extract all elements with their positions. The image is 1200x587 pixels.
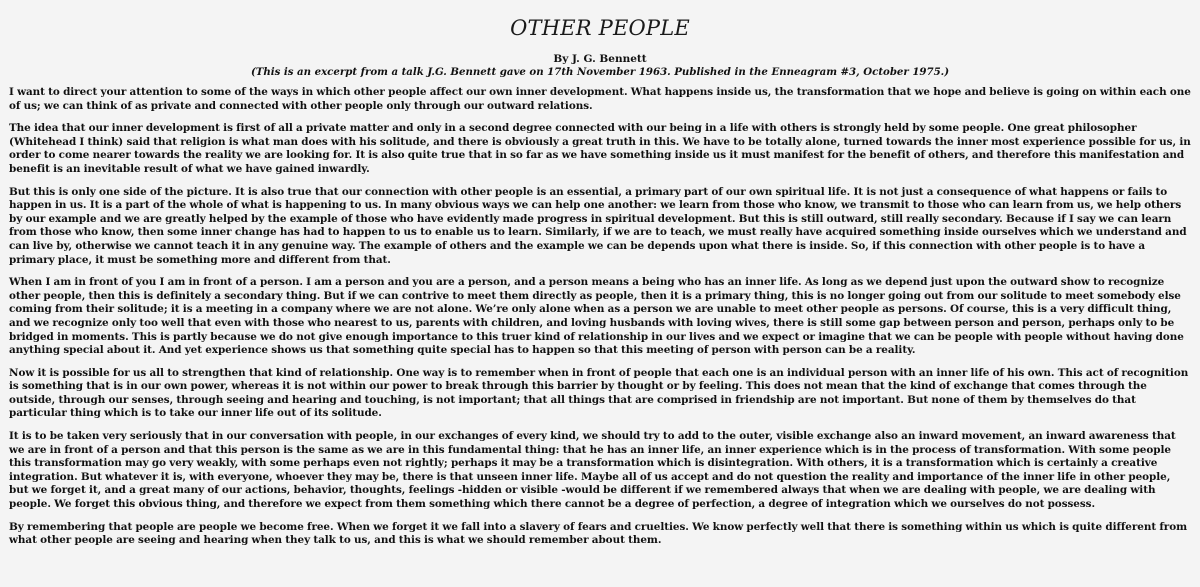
paragraph: When I am in front of you I am in front of a person. I am a person and you are a person, and a person means a being who has an inner life. As long as we depend just upon the outward show to recognize other people, then this is definitely a secondary thing. But if we can contrive to meet them directly as people, then it is a primary thing, this is no longer going out from our solitude to meet somebody else coming from their solitude; it is a meeting in a company where we are not alone. We’re only alone when as a person we are unable to meet other people as persons. Of course, this is a very difficult thing, and we recognize only too well that even with those who nearest to us, parents with children, and loving husbands with loving wives, there is still some gap between person and person, perhaps only to be bridged in moments. This is partly because we do not give enough importance to this truer kind of relationship in our lives and we expect or imagine that we can be people with people without having done anything special about it. And yet experience shows us that something quite special has to happen so that this meeting of person with person can be a reality. — [9, 276, 1184, 357]
paragraph: The idea that our inner development is first of all a private matter and only in a second degree connected with our being in a life with others is strongly held by some people. One great philosopher (Whitehead I think) said that religion is what man does with his solitude, and there is obviously a great truth in this. We have to be totally alone, turned towards the inner most experience possible for us, in order to come nearer towards the reality we are looking for. It is also quite true that in so far as we have something inside us it must manifest for the benefit of others, and therefore this manifestation and benefit is an inevitable result of what we have gained inwardly. — [9, 122, 1191, 175]
paragraph: But this is only one side of the picture. It is also true that our connection with other people is an essential, a primary part of our own spiritual life. It is not just a consequence of what happens or fails to happen in us. It is a part of the whole of what is happening to us. In many obvious ways we can help one another: we learn from those who know, we transmit to those who can learn from us, we help others by our example and we are greatly helped by the example of those who have evidently made progress in spiritual development. But this is still outward, still really secondary. Because if I say we can learn from those who know, then some inner change has had to happen to us to enable us to learn. Similarly, if we are to teach, we must really have acquired something inside ourselves which we understand and can live by, otherwise we cannot teach it in any genuine way. The example of others and the example we can be depends upon what there is inside. So, if this connection with other people is to have a primary place, it must be something more and different from that. — [9, 185, 1187, 266]
article-body — [9, 86, 1191, 548]
paragraph: By remembering that people are people we become free. When we forget it we fall into a slavery of fears and cruelties. We know perfectly well that there is something within us which is quite different from what other people are seeing and hearing when they talk to us, and this is what we should remember about them. — [9, 520, 1188, 547]
paragraph: It is to be taken very seriously that in our conversation with people, in our exchanges of every kind, we should try to add to the outer, visible exchange also an inward movement, an inward awareness that we are in front of a person and that this person is the same as we are in this fundamental thing: that he has an inner life, an inner experience which is in the process of transformation. With some people this transformation may go very weakly, with some perhaps even not rightly; perhaps it may be a transformation which is disintegration. With others, it is a transformation which is certainly a creative integration. But whatever it is, with everyone, whoever they may be, there is that unseen inner life. Maybe all of us accept and do not question the reality and importance of the inner life in other people, but we forget it, and a great many of our actions, behavior, thoughts, feelings -hidden or visible -would be different if we remembered always that when we are dealing with people, we are dealing with people. We forget this obvious thing, and therefore we expect from them something which there cannot be a degree of perfection, a degree of integration which we ourselves do not possess. — [9, 430, 1176, 511]
article-source-note: (This is an excerpt from a talk J.G. Bennett gave on 17th November 1963. Published in the Enneagram #3, October 1975.) — [250, 66, 950, 78]
paragraph: I want to direct your attention to some of the ways in which other people affect our own inner development. What happens inside us, the transformation that we hope and believe is going on within each one of us; we can think of as private and connected with other people only through our outward relations. — [9, 86, 1191, 112]
paragraph: Now it is possible for us all to strengthen that kind of relationship. One way is to remember when in front of people that each one is an individual person with an inner life of his own. This act of recognition is something that is in our own power, whereas it is not within our power to break through this barrier by thought or by feeling. This does not mean that the kind of exchange that comes through the outside, through our senses, through seeing and hearing and touching, is not important; that all things that are comprised in friendship are not important. But none of them by themselves do that particular thing which is to take our inner life out of its solitude. — [9, 366, 1189, 420]
article-title: OTHER PEOPLE — [510, 16, 690, 40]
article-byline: By J. G. Bennett — [553, 53, 647, 65]
